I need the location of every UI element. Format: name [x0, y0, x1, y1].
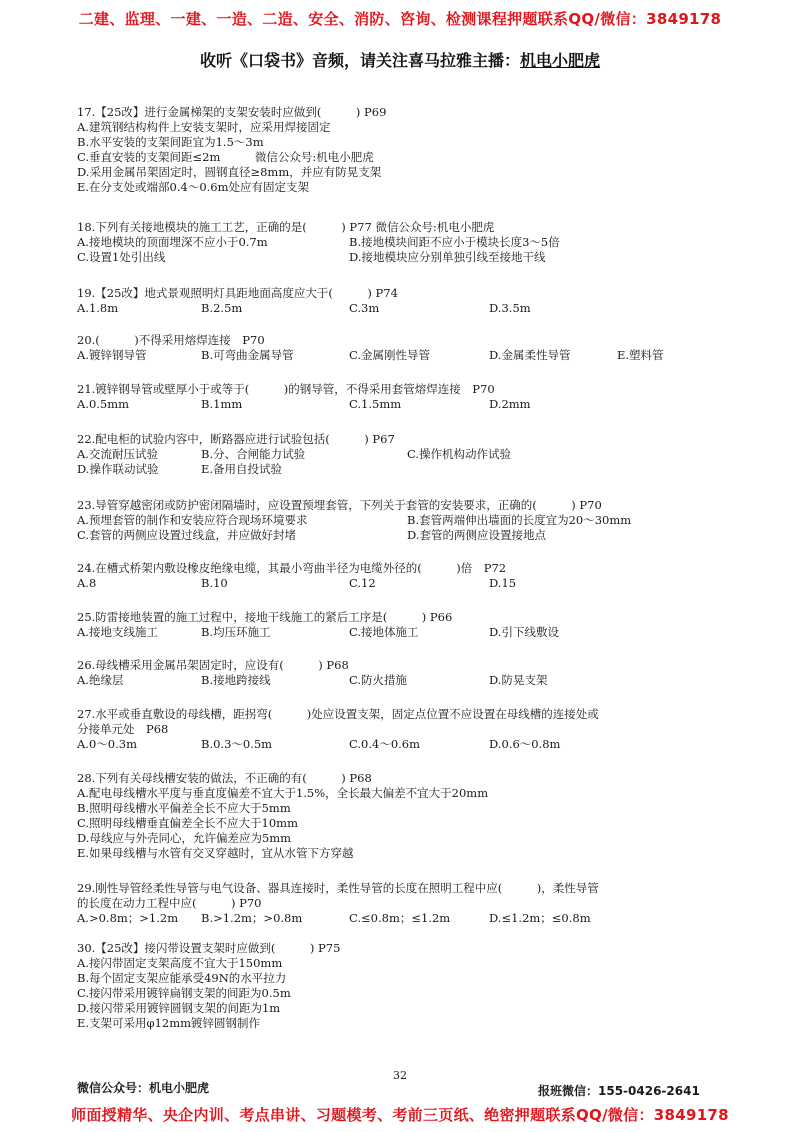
option-b: B.接地跨接线 — [201, 673, 271, 687]
option-a: A.预埋套管的制作和安装应符合现场环境要求 — [77, 513, 308, 527]
option-d: D.15 — [489, 576, 517, 590]
option-c: C.照明母线槽垂直偏差全长不应大于10mm — [77, 816, 298, 830]
option-c: C.设置1处引出线 — [77, 250, 166, 264]
option-d: D.3.5m — [489, 301, 531, 315]
question-19 — [77, 286, 717, 316]
question-18 — [77, 220, 717, 265]
question-stem: 26.母线槽采用金属吊架固定时，应设有( ) P68 — [77, 658, 349, 672]
option-c: C.0.4～0.6m — [349, 737, 421, 751]
option-d: D.套管的两侧应设置接地点 — [407, 528, 546, 542]
option-c: C.≤0.8m；≤1.2m — [349, 911, 451, 925]
option-e: E.备用自投试验 — [201, 462, 283, 476]
option-b: B.水平安装的支架间距宜为1.5～3m — [77, 135, 264, 149]
option-c: C.1.5mm — [349, 397, 402, 411]
options-row — [77, 576, 717, 591]
question-stem: 20.( )不得采用熔焊连接 P70 — [77, 333, 265, 347]
options-row — [77, 397, 717, 412]
options-row-2 — [77, 250, 717, 265]
options-row-2 — [77, 462, 717, 477]
option-d: D.金属柔性导管 — [489, 348, 571, 362]
option-a: A.交流耐压试验 — [77, 447, 158, 461]
option-a: A.建筑钢结构构件上安装支架时，应采用焊接固定 — [77, 120, 331, 134]
option-a: A.接地支线施工 — [77, 625, 158, 639]
option-b: B.可弯曲金属导管 — [201, 348, 294, 362]
option-e: E.塑料管 — [617, 348, 664, 362]
option-e: E.如果母线槽与水管有交叉穿越时，宜从水管下方穿越 — [77, 846, 354, 860]
option-b: B.2.5m — [201, 301, 243, 315]
option-b: B.1mm — [201, 397, 243, 411]
option-d: D.2mm — [489, 397, 531, 411]
option-c: C.垂直安装的支架间距≤2m 微信公众号:机电小肥虎 — [77, 150, 374, 164]
question-30 — [77, 941, 717, 1031]
option-a: A.0～0.3m — [77, 737, 137, 751]
option-a: A.绝缘层 — [77, 673, 124, 687]
option-c: C.接闪带采用镀锌扁钢支架的间距为0.5m — [77, 986, 291, 1000]
question-stem: 25.防雷接地装置的施工过程中，接地干线施工的紧后工序是( ) P66 — [77, 610, 453, 624]
question-28 — [77, 771, 717, 861]
question-20 — [77, 333, 717, 363]
option-d: D.母线应与外壳同心，允许偏差应为5mm — [77, 831, 292, 845]
option-e: E.在分支处或端部0.4～0.6m处应有固定支架 — [77, 180, 310, 194]
option-b: B.>1.2m；>0.8m — [201, 911, 303, 925]
question-stem: 28.下列有关母线槽安装的做法，不正确的有( ) P68 — [77, 771, 372, 785]
option-c: C.防火措施 — [349, 673, 408, 687]
question-stem: 17.【25改】进行金属梯架的支架安装时应做到( ) P69 — [77, 105, 387, 119]
option-a: A.配电母线槽水平度与垂直度偏差不宜大于1.5%，全长最大偏差不宜大于20mm — [77, 786, 489, 800]
option-c: C.金属刚性导管 — [349, 348, 431, 362]
options-row-2 — [77, 528, 717, 543]
question-stem-continued: 的长度在动力工程中应( ) P70 — [77, 896, 262, 910]
bottom-promo-banner: 师面授精华、央企内训、考点串讲、习题模考、考前三页纸、绝密押题联系QQ/微信：3849178 — [71, 1106, 729, 1124]
options-row — [77, 737, 717, 752]
option-b: B.0.3～0.5m — [201, 737, 273, 751]
page-number: 32 — [393, 1069, 407, 1082]
anchor-name: 机电小肥虎 — [520, 51, 601, 70]
option-d: D.接地模块应分别单独引线至接地干线 — [349, 250, 546, 264]
question-26 — [77, 658, 717, 688]
question-27 — [77, 707, 717, 752]
question-stem-continued: 分接单元处 P68 — [77, 722, 169, 736]
option-b: B.均压环施工 — [201, 625, 271, 639]
footer-enrollment-contact: 报班微信：155-0426-2641 — [538, 1084, 700, 1098]
option-c: C.接地体施工 — [349, 625, 419, 639]
question-stem: 22.配电柜的试验内容中，断路器应进行试验包括( ) P67 — [77, 432, 395, 446]
options-row-1 — [77, 447, 717, 462]
option-d: D.采用金属吊架固定时，圆钢直径≥8mm，并应有防晃支架 — [77, 165, 382, 179]
option-a: A.8 — [77, 576, 97, 590]
option-a: A.0.5mm — [77, 397, 130, 411]
question-stem: 24.在槽式桥架内敷设橡皮绝缘电缆，其最小弯曲半径为电缆外径的( )倍 P72 — [77, 561, 507, 575]
option-e: E.支架可采用φ12mm镀锌圆钢制作 — [77, 1016, 261, 1030]
option-d: D.0.6～0.8m — [489, 737, 561, 751]
footer-wechat-account: 微信公众号：机电小肥虎 — [77, 1081, 210, 1095]
option-a: A.镀锌钢导管 — [77, 348, 147, 362]
option-a: A.接闪带固定支架高度不宜大于150mm — [77, 956, 283, 970]
top-promo-banner: 二建、监理、一建、一造、二造、安全、消防、咨询、检测课程押题联系QQ/微信：3849178 — [78, 10, 722, 28]
options-row — [77, 673, 717, 688]
options-row — [77, 911, 717, 926]
option-c: C.操作机构动作试验 — [407, 447, 512, 461]
option-d: D.引下线敷设 — [489, 625, 559, 639]
option-c: C.套管的两侧应设置过线盒，并应做好封堵 — [77, 528, 297, 542]
option-d: D.操作联动试验 — [77, 462, 159, 476]
question-stem: 29.刚性导管经柔性导管与电气设备、器具连接时，柔性导管的长度在照明工程中应( )，柔性导管 — [77, 881, 599, 895]
question-17 — [77, 105, 717, 195]
options-row-1 — [77, 235, 717, 250]
options-row — [77, 625, 717, 640]
question-stem: 19.【25改】地式景观照明灯具距地面高度应大于( ) P74 — [77, 286, 398, 300]
question-29 — [77, 881, 717, 926]
question-stem: 18.下列有关接地模块的施工工艺，正确的是( ) P77 微信公众号:机电小肥虎 — [77, 220, 495, 234]
options-row — [77, 348, 717, 363]
option-c: C.3m — [349, 301, 380, 315]
question-stem: 30.【25改】接闪带设置支架时应做到( ) P75 — [77, 941, 341, 955]
option-b: B.10 — [201, 576, 228, 590]
option-b: B.套管两端伸出墙面的长度宜为20～30mm — [407, 513, 632, 527]
option-c: C.12 — [349, 576, 376, 590]
option-b: B.接地模块间距不应小于模块长度3～5倍 — [349, 235, 560, 249]
options-row — [77, 301, 717, 316]
option-b: B.照明母线槽水平偏差全长不应大于5mm — [77, 801, 291, 815]
question-21 — [77, 382, 717, 412]
subheading-text: 收听《口袋书》音频，请关注喜马拉雅主播： — [199, 51, 520, 70]
question-stem: 27.水平或垂直敷设的母线槽，距拐弯( )处应设置支架，固定点位置不应设置在母线槽的连接处或 — [77, 707, 599, 721]
question-25 — [77, 610, 717, 640]
question-22 — [77, 432, 717, 477]
option-b: B.每个固定支架应能承受49N的水平拉力 — [77, 971, 287, 985]
option-d: D.接闪带采用镀锌圆钢支架的间距为1m — [77, 1001, 281, 1015]
question-24 — [77, 561, 717, 591]
options-row-1 — [77, 513, 717, 528]
option-d: D.≤1.2m；≤0.8m — [489, 911, 591, 925]
option-a: A.接地模块的顶面埋深不应小于0.7m — [77, 235, 268, 249]
question-23 — [77, 498, 717, 543]
option-b: B.分、合闸能力试验 — [201, 447, 306, 461]
question-stem: 21.镀锌钢导管或壁厚小于或等于( )的钢导管，不得采用套管熔焊连接 P70 — [77, 382, 495, 396]
option-a: A.1.8m — [77, 301, 119, 315]
option-a: A.>0.8m；>1.2m — [77, 911, 179, 925]
question-stem: 23.导管穿越密闭或防护密闭隔墙时，应设置预埋套管，下列关于套管的安装要求，正确的( ) P70 — [77, 498, 602, 512]
option-d: D.防晃支架 — [489, 673, 548, 687]
